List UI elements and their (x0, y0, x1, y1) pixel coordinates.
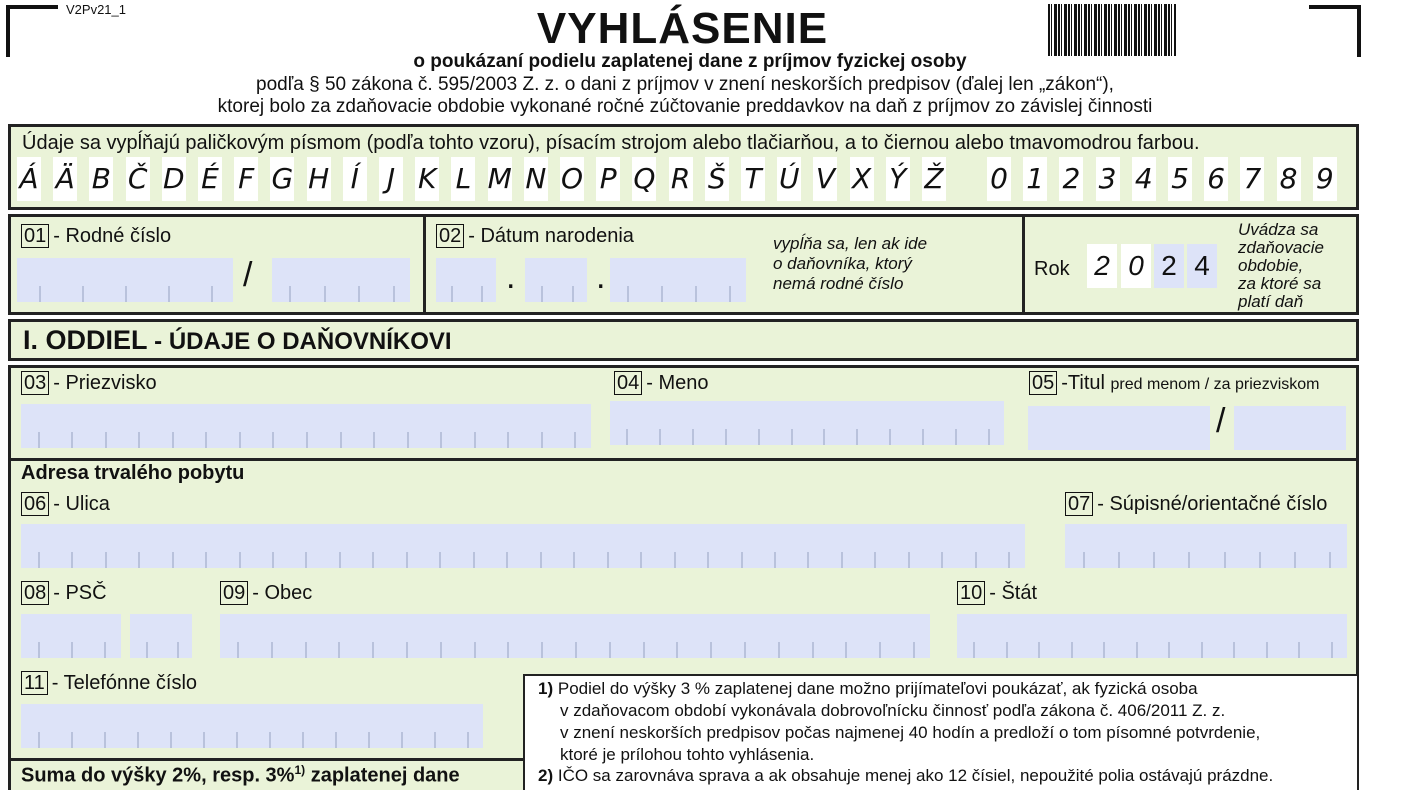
field-tick (572, 286, 574, 302)
field-tick (1298, 642, 1300, 658)
field-tick (71, 552, 73, 568)
year-digit-4[interactable]: 4 (1187, 244, 1217, 288)
form-subtitle: o poukázaní podielu zaplatenej dane z príjmov fyzickej osoby (413, 51, 967, 72)
title-after-input[interactable] (1234, 406, 1346, 450)
field-tick (289, 286, 291, 302)
field-tick (778, 642, 780, 658)
field-tick (211, 286, 213, 302)
field-tick (272, 552, 274, 568)
field-tick (1118, 552, 1120, 568)
field-tick (845, 642, 847, 658)
postal-code-part1-input[interactable] (21, 614, 121, 658)
field-tick (306, 432, 308, 448)
field-10-label: 10 - Štát (957, 581, 1037, 605)
field-tick (1136, 642, 1138, 658)
form-code: V2Pv21_1 (66, 2, 126, 17)
year-digit-3[interactable]: 2 (1154, 244, 1184, 288)
birth-date-dot-2: . (596, 258, 606, 296)
field-tick (1259, 552, 1261, 568)
sample-letter: Ú (777, 157, 801, 201)
field-tick (1188, 552, 1190, 568)
field-tick (823, 429, 825, 445)
sample-letter: J (379, 157, 403, 201)
field-tick (1153, 552, 1155, 568)
field-tick (626, 429, 628, 445)
field-tick (104, 732, 106, 748)
sample-letter: Č (126, 157, 150, 201)
first-name-input[interactable] (610, 401, 1004, 445)
field-03-label: 03 - Priezvisko (21, 371, 157, 395)
field-tick (372, 642, 374, 658)
field-tick (874, 552, 876, 568)
field-tick (913, 642, 915, 658)
sample-digit: 8 (1277, 157, 1301, 201)
sample-digit: 0 (987, 157, 1011, 201)
field-tick (574, 432, 576, 448)
field-tick (440, 642, 442, 658)
field-tick (988, 429, 990, 445)
field-tick (406, 642, 408, 658)
birth-date-year-input[interactable] (610, 258, 746, 302)
sample-letter: L (451, 157, 475, 201)
field-tick (674, 552, 676, 568)
field-tick (1294, 552, 1296, 568)
year-digit-2: 0 (1121, 244, 1151, 288)
field-tick (1071, 642, 1073, 658)
field-tick (393, 286, 395, 302)
sample-letter: F (234, 157, 258, 201)
field-tick (434, 732, 436, 748)
field-tick (973, 642, 975, 658)
field-tick (467, 732, 469, 748)
field-tick (82, 286, 84, 302)
field-tick (372, 552, 374, 568)
sample-letter: H (307, 157, 331, 201)
birth-date-month-input[interactable] (525, 258, 587, 302)
year-label: Rok (1034, 258, 1070, 280)
field-09-label: 09 - Obec (220, 581, 312, 605)
field-tick (627, 286, 629, 302)
sample-letter: Í (343, 157, 367, 201)
field-tick (575, 642, 577, 658)
field-tick (1103, 642, 1105, 658)
field-tick (125, 286, 127, 302)
surname-input[interactable] (21, 404, 591, 448)
field-tick (239, 552, 241, 568)
birth-number-part2-input[interactable] (272, 258, 410, 302)
field-tick (609, 642, 611, 658)
field-tick (138, 552, 140, 568)
field-07-label: 07 - Súpisné/orientačné číslo (1065, 492, 1327, 516)
field-tick (955, 429, 957, 445)
sample-digit: 6 (1204, 157, 1228, 201)
field-tick (607, 552, 609, 568)
field-11-label: 11 - Telefónne číslo (21, 671, 197, 695)
sample-letter: Ž (922, 157, 946, 201)
field-tick (908, 552, 910, 568)
sample-digit: 2 (1059, 157, 1083, 201)
field-tick (71, 642, 73, 658)
field-tick (676, 642, 678, 658)
field-tick (440, 432, 442, 448)
field-tick (368, 732, 370, 748)
sum-label: Suma do výšky 2%, resp. 3%$^{1)}$ zaplatenej dane (21, 763, 460, 787)
title-separator: / (1216, 402, 1226, 440)
sample-letter: Á (17, 157, 41, 201)
field-tick (203, 732, 205, 748)
field-tick (335, 732, 337, 748)
field-06-label: 06 - Ulica (21, 492, 110, 516)
sample-letter: T (741, 157, 765, 201)
sample-letter: K (415, 157, 439, 201)
legal-basis-line: podľa § 50 zákona č. 595/2003 Z. z. o dani z príjmov v znení neskorších predpisov (ďalej len „zákon“), (256, 74, 1114, 95)
field-tick (172, 432, 174, 448)
sample-letter: Q (632, 157, 656, 201)
birth-number-separator: / (243, 256, 253, 294)
field-tick (541, 286, 543, 302)
field-tick (541, 432, 543, 448)
field-tick (507, 432, 509, 448)
field-tick (729, 286, 731, 302)
year-digit-1: 2 (1087, 244, 1117, 288)
field-tick (137, 732, 139, 748)
postal-code-part2-input[interactable] (130, 614, 192, 658)
field-tick (474, 432, 476, 448)
sample-letter: B (89, 157, 113, 201)
field-tick (271, 642, 273, 658)
field-tick (172, 552, 174, 568)
field-02-label: 02 - Dátum narodenia (436, 224, 634, 248)
field-tick (541, 642, 543, 658)
country-input[interactable] (957, 614, 1347, 658)
birth-date-dot-1: . (506, 258, 516, 296)
field-tick (105, 432, 107, 448)
field-tick (774, 552, 776, 568)
section-1-title: I. ODDIEL - ÚDAJE O DAŇOVNÍKOVI (23, 325, 452, 355)
field-tick (177, 642, 179, 658)
field-tick (38, 432, 40, 448)
house-number-input[interactable] (1065, 524, 1347, 568)
sample-letter: O (560, 157, 584, 201)
field-tick (692, 429, 694, 445)
field-tick (237, 642, 239, 658)
field-tick (451, 286, 453, 302)
sample-letter: Ý (886, 157, 910, 201)
form-title: VYHLÁSENIE (536, 4, 829, 53)
street-input[interactable] (21, 524, 1025, 568)
field-tick (39, 286, 41, 302)
birth-date-day-input[interactable] (436, 258, 496, 302)
field-tick (473, 552, 475, 568)
field-tick (506, 552, 508, 568)
field-tick (1224, 552, 1226, 568)
field-tick (305, 642, 307, 658)
title-before-input[interactable] (1028, 406, 1210, 450)
field-tick (71, 732, 73, 748)
field-tick (272, 432, 274, 448)
field-tick (812, 642, 814, 658)
sum-divider (11, 758, 523, 761)
field-tick (1168, 642, 1170, 658)
sample-letter: N (524, 157, 548, 201)
field-tick (439, 552, 441, 568)
field-tick (406, 552, 408, 568)
sample-letter: R (669, 157, 693, 201)
sample-digit: 5 (1168, 157, 1192, 201)
field-tick (146, 642, 148, 658)
sample-letter: G (270, 157, 294, 201)
sample-digit: 9 (1313, 157, 1337, 201)
field-tick (744, 642, 746, 658)
field-tick (340, 432, 342, 448)
municipality-input[interactable] (220, 614, 930, 658)
field-tick (105, 552, 107, 568)
field-tick (507, 642, 509, 658)
field-tick (236, 732, 238, 748)
field-tick (841, 552, 843, 568)
field-tick (358, 286, 360, 302)
sample-characters (17, 157, 1347, 201)
field-01-label: 01 - Rodné číslo (21, 224, 171, 248)
birth-date-note: vypĺňa sa, len ak ide o daňovníka, ktorý nemá rodné číslo (773, 234, 928, 293)
field-tick (407, 432, 409, 448)
field-tick (922, 429, 924, 445)
field-tick (71, 432, 73, 448)
sample-digit: 7 (1240, 157, 1264, 201)
field-08-label: 08 - PSČ (21, 581, 107, 605)
field-tick (725, 429, 727, 445)
section-1-header (8, 319, 1359, 361)
field-tick (138, 432, 140, 448)
field-tick (373, 432, 375, 448)
field-tick (643, 642, 645, 658)
field-tick (1083, 552, 1085, 568)
field-tick (305, 552, 307, 568)
sample-letter: Ä (53, 157, 77, 201)
sample-letter: P (596, 157, 620, 201)
field-tick (791, 429, 793, 445)
field-tick (338, 642, 340, 658)
instructions-text: Údaje sa vypĺňajú paličkovým písmom (podľa tohto vzoru), písacím strojom alebo tlačiarňou, a to čiernou alebo tmavomodrou farbou. (22, 132, 1200, 154)
field-tick (1008, 552, 1010, 568)
field-tick (1266, 642, 1268, 658)
field-tick (659, 429, 661, 445)
field-tick (205, 432, 207, 448)
field-tick (707, 552, 709, 568)
field-tick (1201, 642, 1203, 658)
field-tick (807, 552, 809, 568)
sample-letter: D (162, 157, 186, 201)
field-tick (661, 286, 663, 302)
field-tick (889, 429, 891, 445)
sample-digit: 4 (1132, 157, 1156, 201)
field-tick (695, 286, 697, 302)
field-tick (758, 429, 760, 445)
field-tick (1329, 552, 1331, 568)
field-tick (38, 552, 40, 568)
field-tick (205, 552, 207, 568)
footnote-1: 1) Podiel do výšky 3 % zaplatenej dane možno prijímateľovi poukázať, ak fyzická osoba v zdaňovacom období vykonávala dobrovoľnícku činnosť podľa zákona č. 406/2011 Z. z. v znení neskorších predpisov počas najmenej 40 hodín a predloží o tom písomné potvrdenie, ktoré je prílohou tohto vyhlásenia. (538, 679, 1261, 764)
footnote-2: 2) IČO sa zarovnáva sprava a ak obsahuje menej ako 12 čísiel, nepoužité polia ostávajú prázdne. (538, 766, 1274, 785)
field-tick (710, 642, 712, 658)
field-05-label: 05 -Titul pred menom / za priezviskom (1029, 371, 1319, 395)
sample-letter: É (198, 157, 222, 201)
field-tick (1233, 642, 1235, 658)
field-tick (38, 642, 40, 658)
field-tick (573, 552, 575, 568)
field-tick (941, 552, 943, 568)
sample-digit: 1 (1023, 157, 1047, 201)
sample-letter: V (813, 157, 837, 201)
field-tick (1038, 642, 1040, 658)
field-tick (239, 432, 241, 448)
year-note: Uvádza sa zdaňovacie obdobie, za ktoré sa platí daň (1238, 220, 1325, 311)
sample-letter: Š (705, 157, 729, 201)
field-tick (302, 732, 304, 748)
field-tick (104, 642, 106, 658)
field-04-label: 04 - Meno (614, 371, 709, 395)
address-heading: Adresa trvalého pobytu (21, 462, 245, 484)
field-tick (474, 642, 476, 658)
field-tick (975, 552, 977, 568)
field-tick (640, 552, 642, 568)
field-tick (339, 552, 341, 568)
sample-digit: 3 (1096, 157, 1120, 201)
field-tick (1331, 642, 1333, 658)
field-tick (324, 286, 326, 302)
field-tick (401, 732, 403, 748)
sample-letter: M (488, 157, 512, 201)
field-tick (481, 286, 483, 302)
legal-basis-line-2: ktorej bolo za zdaňovacie obdobie vykonané ročné zúčtovanie preddavkov na daň z príjmov zo závislej činnosti (217, 96, 1153, 117)
field-tick (168, 286, 170, 302)
field-tick (38, 732, 40, 748)
phone-input[interactable] (21, 704, 483, 748)
field-tick (269, 732, 271, 748)
field-tick (540, 552, 542, 568)
field-tick (1006, 642, 1008, 658)
birth-number-part1-input[interactable] (17, 258, 233, 302)
field-tick (856, 429, 858, 445)
field-tick (879, 642, 881, 658)
sample-letter: X (850, 157, 874, 201)
field-tick (741, 552, 743, 568)
field-tick (170, 732, 172, 748)
